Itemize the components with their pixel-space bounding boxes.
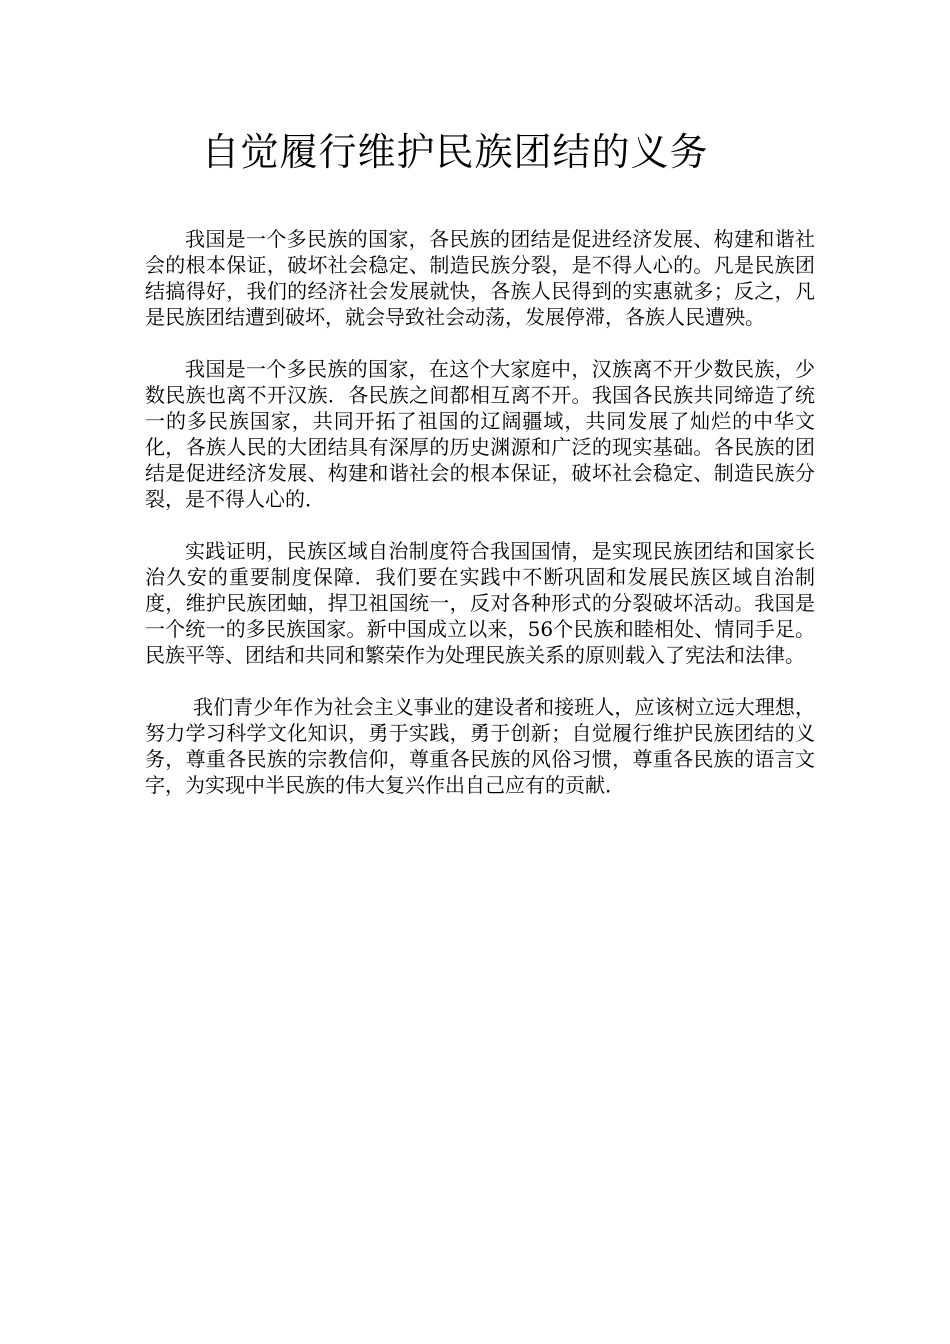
document-title: 自觉履行维护民族团结的义务 xyxy=(201,130,709,174)
paragraph-2: 我国是一个多民族的国家，在这个大家庭中，汉族离不开少数民族，少数民族也离不开汉族．各民族之间都相互离不开。我国各民族共同缔造了统一的多民族国家，共同开拓了祖国的辽阔疆域，共同发展了灿烂的中华文化，各族人民的大团结具有深厚的历史渊源和广泛的现实基础。各民族的团结是促进经济发展、构建和谐社会的根本保证，破坏社会稳定、制造民族分裂，是不得人心的． xyxy=(145,357,815,511)
paragraph-3: 实践证明，民族区域自治制度符合我国国情，是实现民族团结和国家长治久安的重要制度保障．我们要在实践中不断巩固和发展民族区域自治制度，维护民族团蚰，捍卫祖国统一，反对各种形式的分裂破坏活动。我国是一个统一的多民族国家。新中国成立以来，56个民族和睦相处、情同手足。民族平等、团结和共同和繁荣作为处理民族关系的原则载入了宪法和法律。 xyxy=(145,539,815,667)
paragraph-4: 我们青少年作为社会主义事业的建设者和接班人，应该树立远大理想，努力学习科学文化知识，勇于实践，勇于创新；自觉履行维护民族团结的义务，尊重各民族的宗教信仰，尊重各民族的风俗习惯，尊重各民族的语言文字，为实现中半民族的伟大复兴作出自己应有的贡献． xyxy=(145,695,815,797)
document-body xyxy=(145,226,815,824)
paragraph-1: 我国是一个多民族的国家，各民族的团结是促进经济发展、构建和谐社会的根本保证，破坏社会稳定、制造民族分裂，是不得人心的。凡是民族团结搞得好，我们的经济社会发展就快，各族人民得到的实惠就多；反之，凡是民族团结遭到破坏，就会导致社会动荡，发展停滞，各族人民遭殃。 xyxy=(145,227,815,329)
